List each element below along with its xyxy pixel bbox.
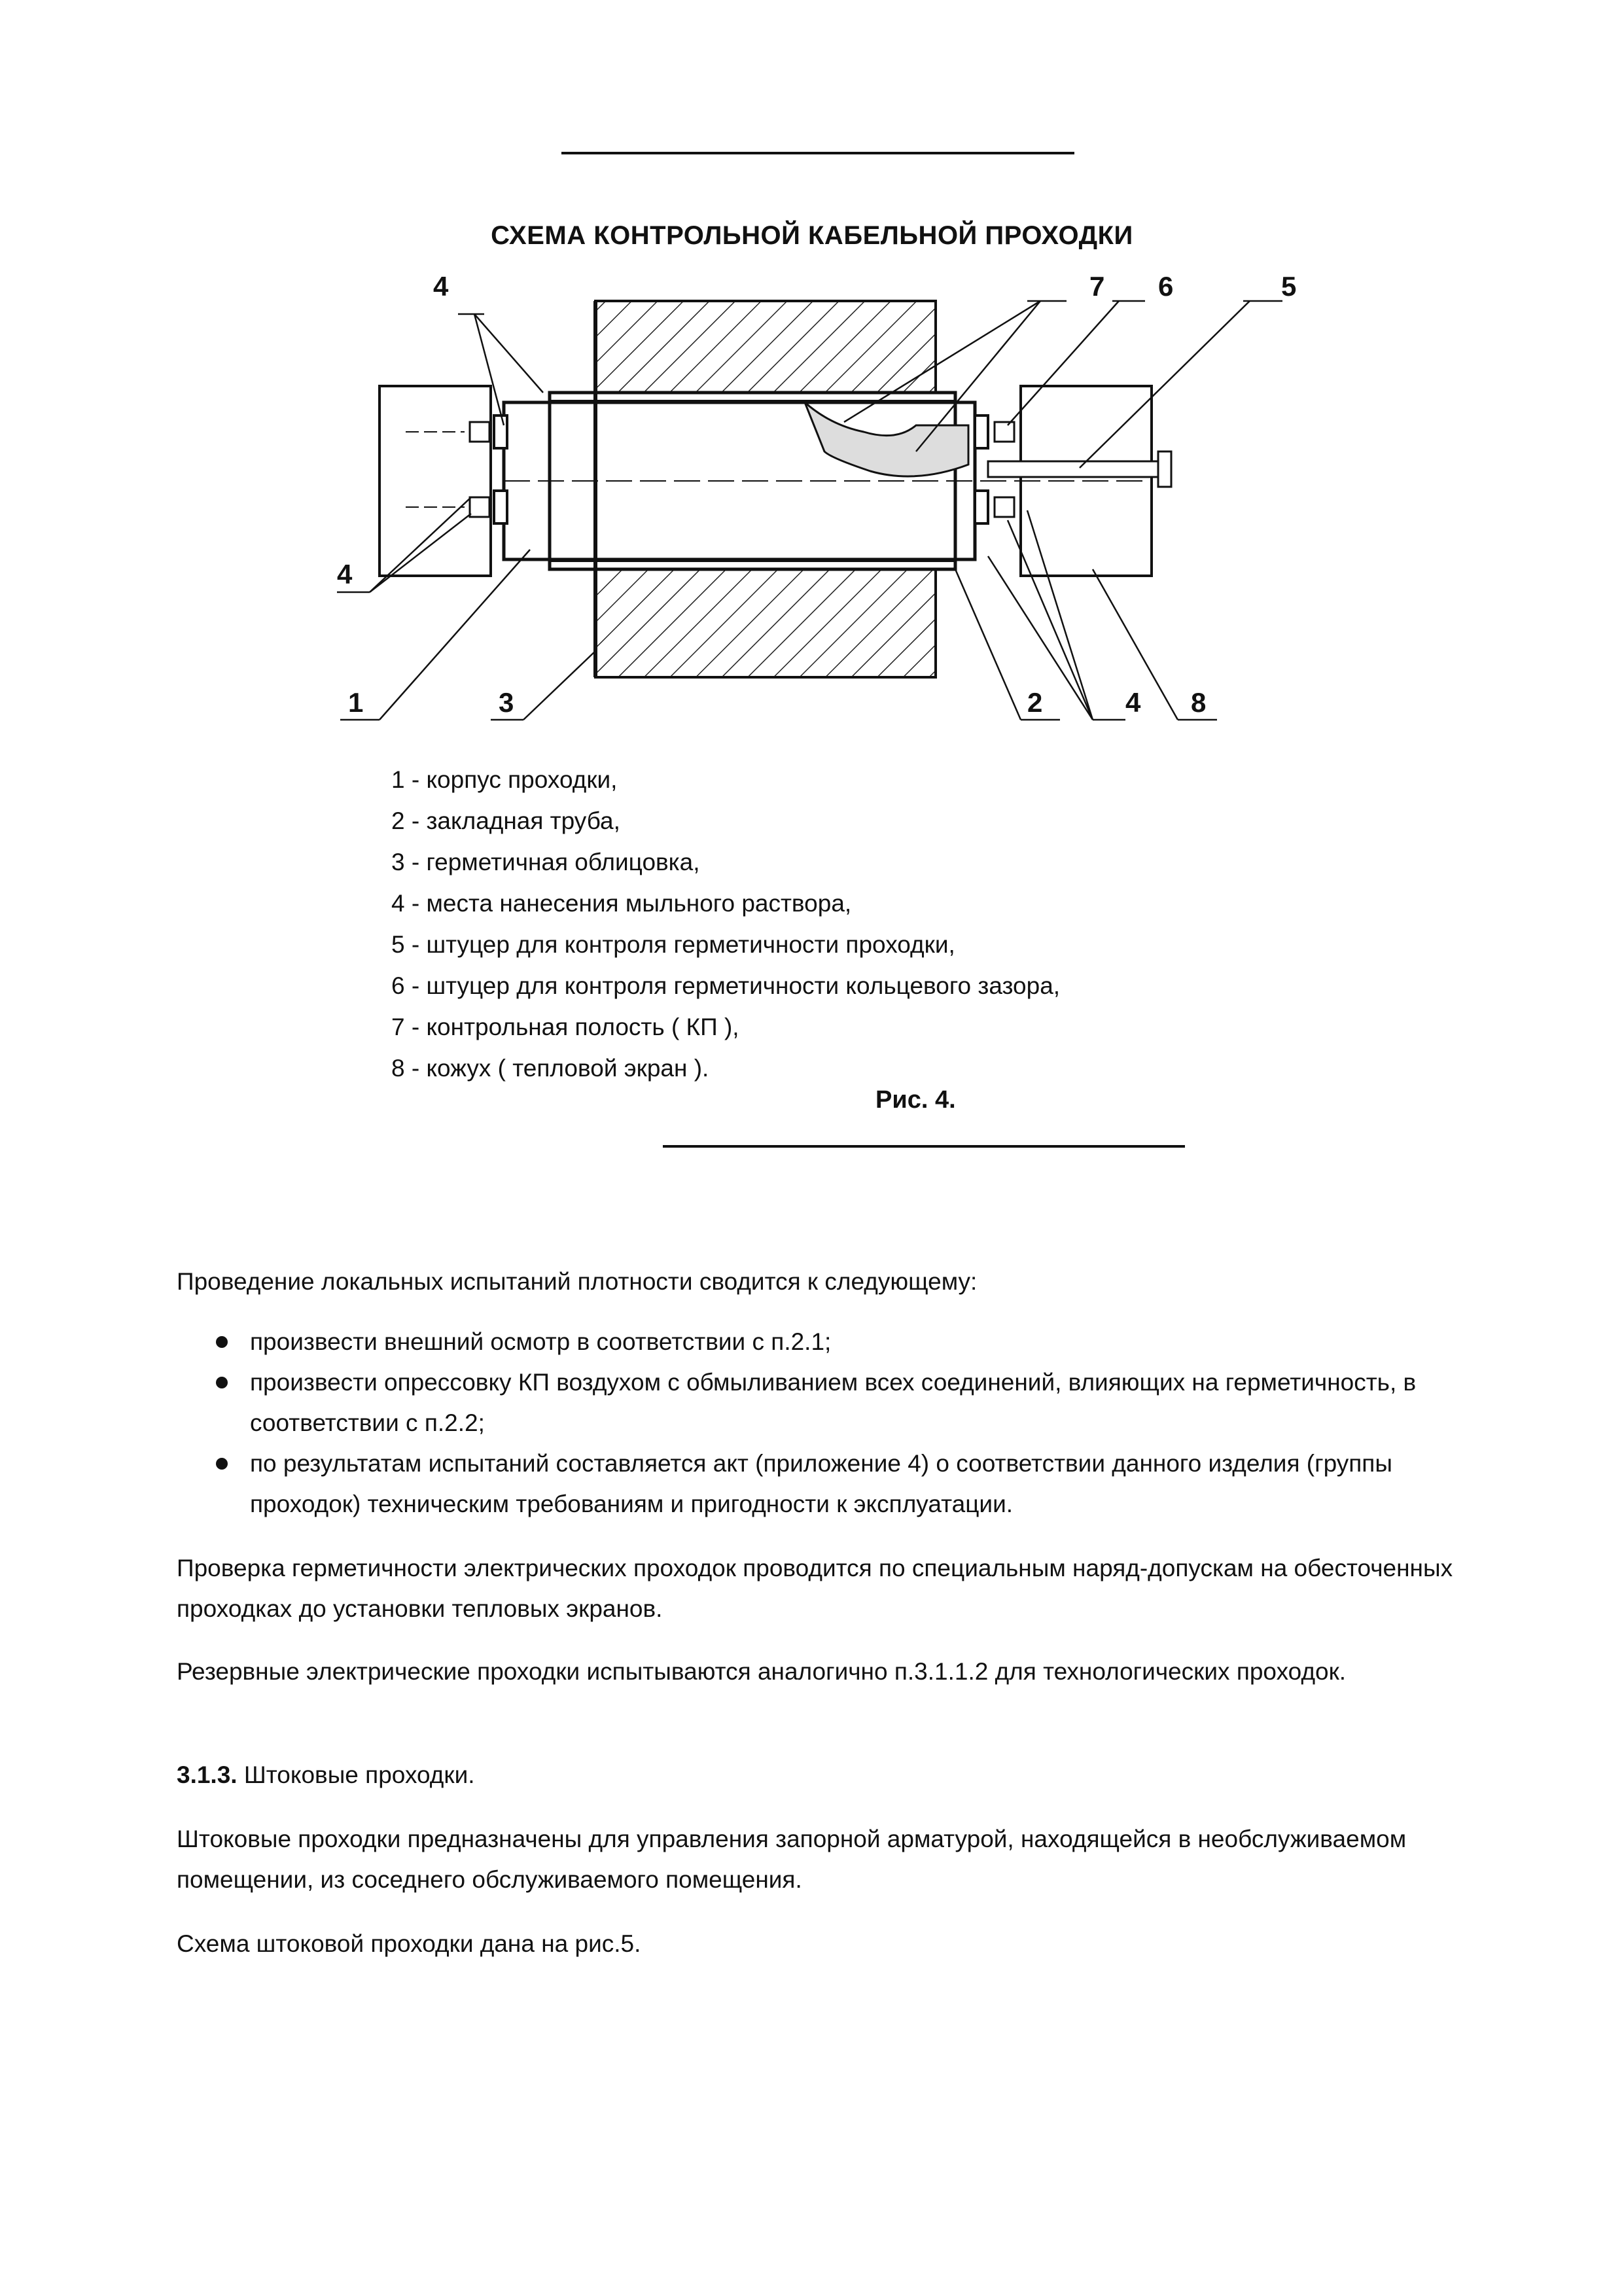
bullet-icon <box>216 1377 228 1388</box>
callout-5: 5 <box>1281 271 1297 302</box>
section-heading <box>177 1755 1459 1795</box>
callout-4-left: 4 <box>337 559 353 590</box>
top-rule <box>561 152 1074 154</box>
wall-bottom <box>595 569 936 677</box>
caption-rule <box>663 1145 1185 1148</box>
callout-1: 1 <box>348 687 364 718</box>
legend-item: 8 - кожух ( тепловой экран ). <box>391 1055 709 1082</box>
callout-8: 8 <box>1191 687 1207 718</box>
legend-item: 6 - штуцер для контроля герметичности кольцевого зазора, <box>391 972 1061 999</box>
legend-item: 1 - корпус проходки, <box>391 766 618 793</box>
callout-7: 7 <box>1089 271 1105 302</box>
paragraph-2: Резервные электрические проходки испытываются аналогично п.3.1.1.2 для технологических проходок. <box>177 1658 1347 1685</box>
list-item <box>216 1362 1459 1443</box>
list-item-text: произвести внешний осмотр в соответствии с п.2.1; <box>250 1328 832 1355</box>
list-item-text: по результатам испытаний составляется акт (приложение 4) о соответствии данного изделия (группы проходок) техническим требованиям и пригодности к эксплуатации. <box>250 1450 1392 1517</box>
list-item <box>216 1322 1459 1362</box>
figure-caption: Рис. 4. <box>875 1086 956 1114</box>
legend-item: 2 - закладная труба, <box>391 807 620 834</box>
bullet-icon <box>216 1336 228 1348</box>
list-item <box>216 1443 1459 1525</box>
callout-3: 3 <box>499 687 514 718</box>
callout-6: 6 <box>1158 271 1174 302</box>
cable-penetration-diagram <box>308 262 1348 733</box>
paragraph-4: Схема штоковой проходки дана на рис.5. <box>177 1930 641 1957</box>
callout-4-top: 4 <box>433 271 449 302</box>
callout-4-bottom: 4 <box>1125 687 1141 718</box>
heat-shield-left <box>380 386 491 576</box>
paragraph-1: Проверка герметичности электрических проходок проводится по специальным наряд-допускам на обесточенных проходках до установки тепловых экранов. <box>177 1555 1453 1622</box>
figure-title: СХЕМА КОНТРОЛЬНОЙ КАБЕЛЬНОЙ ПРОХОДКИ <box>491 221 1133 250</box>
figure-legend <box>391 759 1060 1089</box>
test-steps-list <box>216 1322 1459 1525</box>
section-number: 3.1.3. <box>177 1761 238 1788</box>
paragraph-3: Штоковые проходки предназначены для управления запорной арматурой, находящейся в необслуживаемом помещении, из соседнего обслуживаемого помещения. <box>177 1826 1407 1893</box>
bullet-icon <box>216 1458 228 1470</box>
legend-item: 3 - герметичная облицовка, <box>391 849 700 875</box>
intro-paragraph: Проведение локальных испытаний плотности сводится к следующему: <box>177 1268 978 1295</box>
list-item-text: произвести опрессовку КП воздухом с обмыливанием всех соединений, влияющих на герметичность, в соответствии с п.2.2; <box>250 1369 1417 1436</box>
section-title: Штоковые проходки. <box>237 1761 475 1788</box>
wall-top <box>595 301 936 393</box>
callout-2: 2 <box>1027 687 1043 718</box>
legend-item: 5 - штуцер для контроля герметичности проходки, <box>391 931 955 958</box>
legend-item: 7 - контрольная полость ( КП ), <box>391 1014 739 1040</box>
legend-item: 4 - места нанесения мыльного раствора, <box>391 890 852 917</box>
